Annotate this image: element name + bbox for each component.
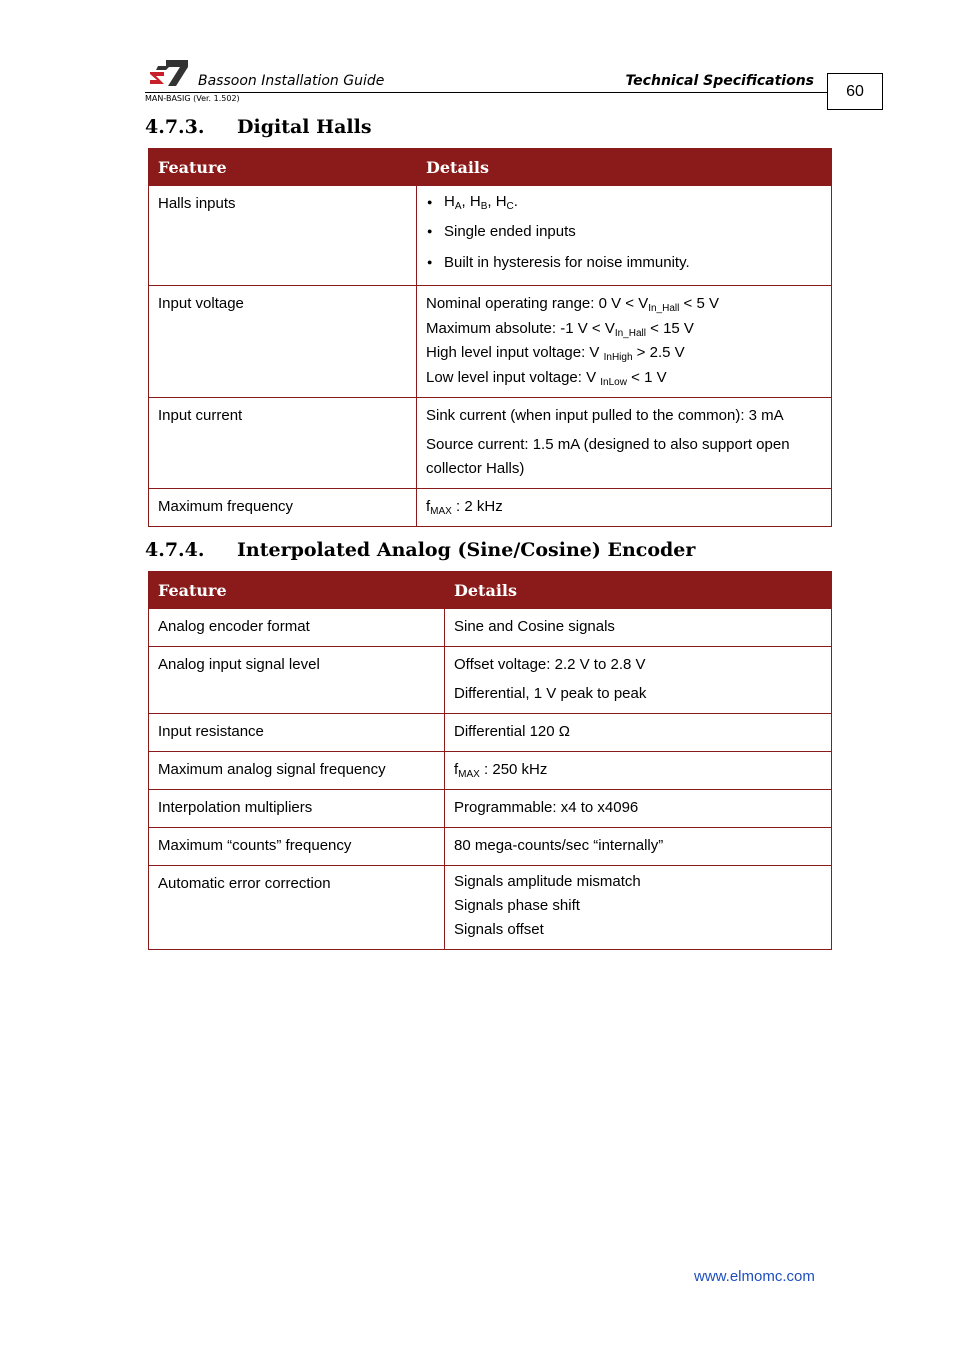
feature-cell: Analog encoder format	[149, 609, 445, 647]
section-title: Interpolated Analog (Sine/Cosine) Encoder	[237, 539, 696, 561]
elmo-logo-icon	[148, 58, 190, 88]
list-item: ● Built in hysteresis for noise immunity.	[444, 247, 822, 278]
table-row	[149, 489, 832, 527]
column-header-details: Details	[417, 149, 832, 186]
details-cell	[445, 647, 832, 714]
table-row	[149, 186, 832, 286]
table-row	[149, 609, 832, 647]
details-cell	[417, 398, 832, 489]
details-list	[426, 192, 822, 278]
feature-cell: Automatic error correction	[149, 866, 445, 950]
header-divider	[145, 92, 827, 93]
detail-line: Nominal operating range: 0 $V < V_{In\_Hall} < 5$ V	[426, 295, 719, 314]
table-header-row	[149, 572, 832, 609]
detail-line: Maximum absolute: -1 $V < V_{In\_Hall} < 15$ V	[426, 319, 694, 339]
detail-line: Offset voltage: 2.2 V to 2.8 V	[454, 656, 646, 673]
column-header-details: Details	[445, 572, 832, 609]
table-row	[149, 752, 832, 790]
column-header-feature: Feature	[149, 572, 445, 609]
feature-cell: Maximum frequency	[149, 489, 417, 527]
details-cell: $f_{MAX}$ : 250 kHz	[445, 752, 832, 790]
table-row	[149, 790, 832, 828]
feature-cell: Analog input signal level	[149, 647, 445, 714]
section-number: 4.7.3.	[145, 116, 205, 138]
section-heading-analog-encoder	[145, 539, 695, 561]
page-number: 60	[827, 73, 883, 110]
feature-cell: Interpolation multipliers	[149, 790, 445, 828]
details-cell	[417, 286, 832, 398]
table-row	[149, 828, 832, 866]
table-row	[149, 398, 832, 489]
list-item: ● $H_A$, $H_B$, $H_C$.	[444, 192, 822, 212]
feature-cell: Input resistance	[149, 714, 445, 752]
detail-line: Signals offset	[454, 921, 544, 938]
document-version: MAN-BASIG (Ver. 1.502)	[145, 94, 240, 103]
feature-cell: Input voltage	[149, 286, 417, 398]
details-cell: Programmable: x4 to x4096	[445, 790, 832, 828]
detail-line: High level input voltage: V $_{InHigh}$ > 2.5 V	[426, 344, 685, 363]
detail-line: Signals phase shift	[454, 897, 580, 914]
analog-encoder-table	[148, 571, 832, 950]
table-row	[149, 714, 832, 752]
list-item: ● Single ended inputs	[444, 216, 822, 247]
detail-line: Source current: 1.5 mA (designed to also support open collector Halls)	[426, 436, 790, 477]
detail-line: Signals amplitude mismatch	[454, 873, 641, 890]
feature-cell: Halls inputs	[149, 186, 417, 286]
chapter-title: Technical Specifications	[625, 73, 814, 89]
column-header-feature: Feature	[149, 149, 417, 186]
details-cell: $f_{MAX}$ : 2 kHz	[417, 489, 832, 527]
table-row	[149, 647, 832, 714]
digital-halls-table	[148, 148, 832, 527]
details-cell: Sine and Cosine signals	[445, 609, 832, 647]
footer-website-link[interactable]: www.elmomc.com	[694, 1268, 815, 1285]
detail-line: Low level input voltage: V $_{InLow}$ < 1 V	[426, 368, 667, 388]
feature-cell: Maximum “counts” frequency	[149, 828, 445, 866]
feature-cell: Input current	[149, 398, 417, 489]
feature-cell: Maximum analog signal frequency	[149, 752, 445, 790]
details-cell: 80 mega-counts/sec “internally”	[445, 828, 832, 866]
detail-line: Sink current (when input pulled to the common): 3 mA	[426, 407, 784, 424]
table-header-row	[149, 149, 832, 186]
section-title: Digital Halls	[237, 116, 372, 138]
details-cell	[417, 186, 832, 286]
page-header	[0, 0, 954, 110]
detail-line: Differential, 1 V peak to peak	[454, 685, 647, 702]
document-title: Bassoon Installation Guide	[198, 73, 385, 89]
section-heading-digital-halls	[145, 116, 372, 138]
details-cell	[445, 866, 832, 950]
table-row	[149, 286, 832, 398]
details-cell: Differential 120 Ω	[445, 714, 832, 752]
table-row	[149, 866, 832, 950]
section-number: 4.7.4.	[145, 539, 205, 561]
